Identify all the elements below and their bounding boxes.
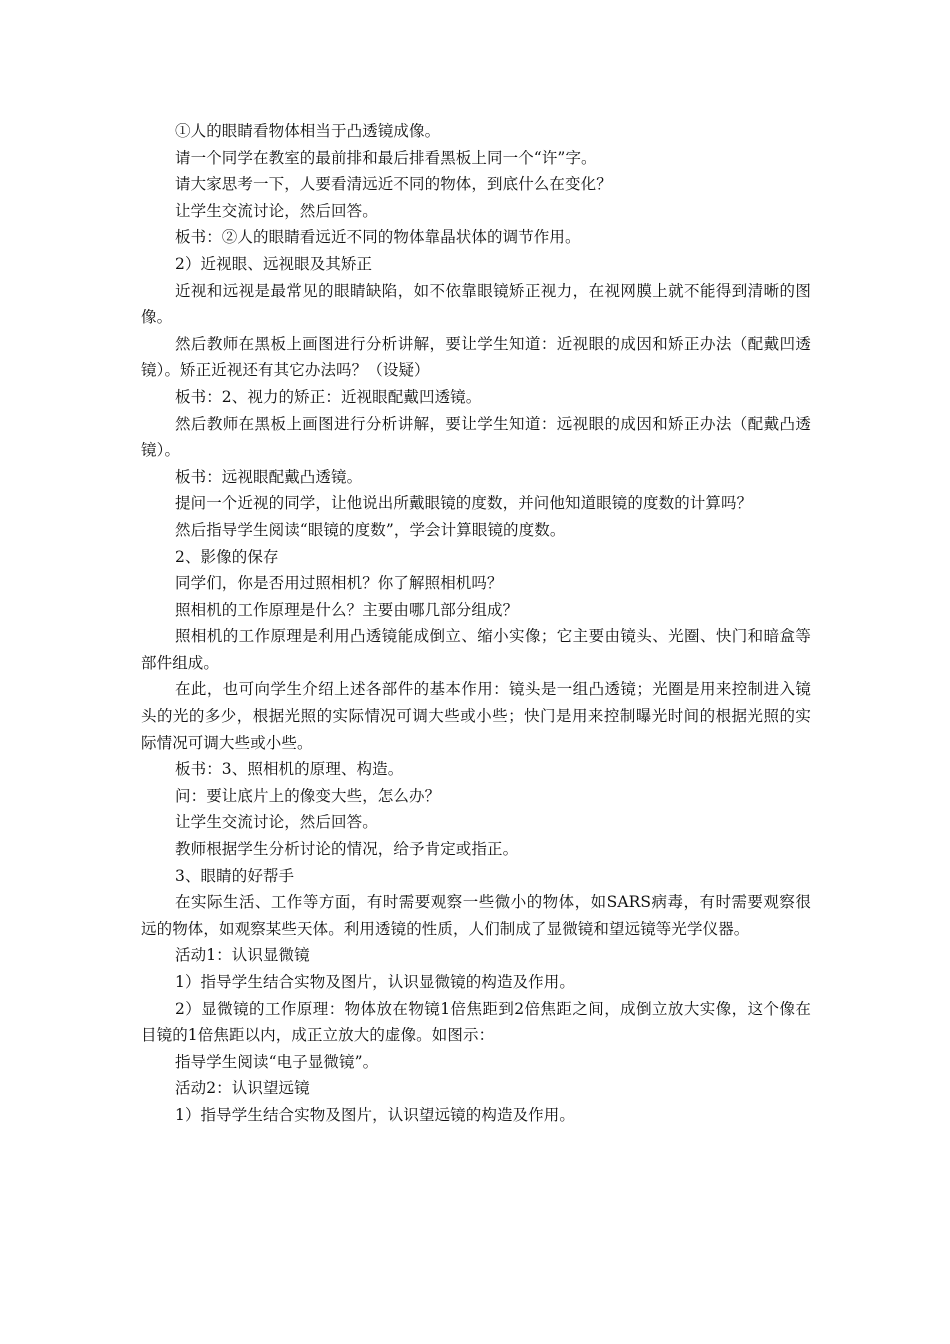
paragraph: 请大家思考一下，人要看清远近不同的物体，到底什么在变化？ [175,175,612,194]
paragraph: ①人的眼睛看物体相当于凸透镜成像。 [175,122,441,140]
section-heading: 2）近视眼、远视眼及其矫正 [175,254,373,273]
paragraph: 在实际生活、工作等方面，有时需要观察一些微小的物体，如SARS病毒，有时需要观察很远的物体，如观察某些天体。利用透镜的性质，人们制成了显微镜和望远镜等光学仪器。 [141,893,811,938]
paragraph: 在此，也可向学生介绍上述各部件的基本作用：镜头是一组凸透镜；光圈是用来控制进入镜头的光的多少，根据光照的实际情况可调大些或小些；快门是用来控制曝光时间的根据光照的实际情况可调大些或小些。 [141,680,811,752]
paragraph: 同学们，你是否用过照相机？你了解照相机吗？ [175,574,503,593]
paragraph: 让学生交流讨论，然后回答。 [175,813,378,832]
activity-heading: 活动2：认识望远镜 [175,1079,310,1098]
paragraph: 2）显微镜的工作原理：物体放在物镜1倍焦距到2倍焦距之间，成倒立放大实像，这个像在目镜的1倍焦距以内，成正立放大的虚像。如图示： [141,999,811,1045]
paragraph: 近视和远视是最常见的眼睛缺陷，如不依靠眼镜矫正视力，在视网膜上就不能得到清晰的图像。 [141,281,811,327]
paragraph: 然后教师在黑板上画图进行分析讲解，要让学生知道：远视眼的成因和矫正办法（配戴凸透镜）。 [141,414,811,460]
paragraph: 照相机的工作原理是什么？主要由哪几部分组成？ [175,600,519,619]
paragraph: 板书：3、照相机的原理、构造。 [175,760,404,779]
paragraph: 让学生交流讨论，然后回答。 [175,201,378,220]
paragraph: 教师根据学生分析讨论的情况，给予肯定或指正。 [175,840,519,859]
paragraph: 1）指导学生结合实物及图片，认识显微镜的构造及作用。 [175,973,575,991]
section-heading: 2、影像的保存 [175,547,279,566]
paragraph: 板书：②人的眼睛看远近不同的物体靠晶状体的调节作用。 [175,228,581,247]
activity-heading: 活动1：认识显微镜 [175,946,310,965]
paragraph: 请一个同学在教室的最前排和最后排看黑板上同一个“许”字。 [175,148,597,167]
paragraph: 1）指导学生结合实物及图片，认识望远镜的构造及作用。 [175,1105,575,1124]
paragraph: 指导学生阅读“电子显微镜”。 [175,1052,379,1071]
paragraph: 问：要让底片上的像变大些，怎么办？ [175,786,441,805]
paragraph: 照相机的工作原理是利用凸透镜能成倒立、缩小实像；它主要由镜头、光圈、快门和暗盒等部件组成。 [141,627,811,672]
paragraph: 板书：2、视力的矫正：近视眼配戴凹透镜。 [175,387,482,406]
paragraph: 然后指导学生阅读“眼镜的度数”，学会计算眼镜的度数。 [175,520,566,539]
document-body [141,118,811,1129]
paragraph: 然后教师在黑板上画图进行分析讲解，要让学生知道：近视眼的成因和矫正办法（配戴凹透镜）。矫正近视还有其它办法吗？（设疑） [141,334,811,380]
paragraph: 板书：远视眼配戴凸透镜。 [175,467,363,486]
paragraph: 提问一个近视的同学，让他说出所戴眼镜的度数，并问他知道眼镜的度数的计算吗？ [175,494,753,513]
section-heading: 3、眼睛的好帮手 [175,866,295,885]
